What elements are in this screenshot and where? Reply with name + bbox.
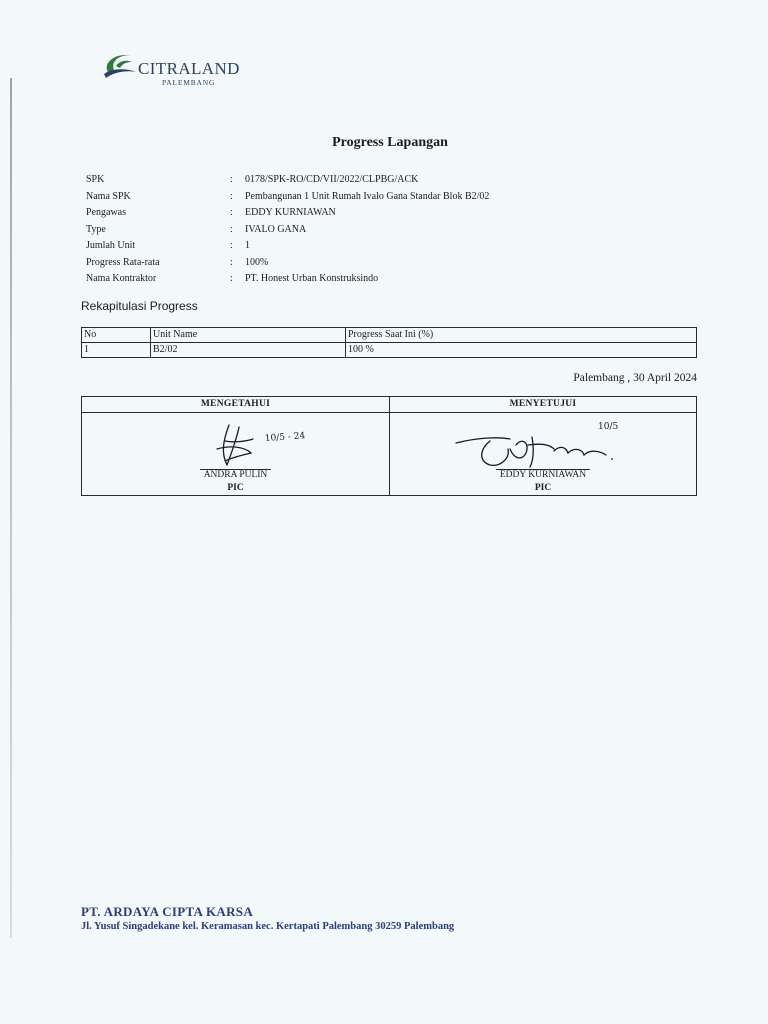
- signature-box: [81, 396, 697, 496]
- table-cell-no: 1: [82, 343, 151, 358]
- date-line: Palembang , 30 April 2024: [573, 372, 697, 384]
- table-cell-unit: B2/02: [151, 343, 346, 358]
- citraland-logo-icon: [100, 50, 140, 84]
- info-label: Progress Rata-rata: [86, 256, 160, 268]
- info-colon: :: [230, 273, 233, 284]
- signature-column-mengetahui: [82, 397, 390, 495]
- info-value: 100%: [245, 256, 269, 268]
- info-value: 1: [245, 240, 250, 251]
- info-row-jumlah-unit: [86, 238, 706, 255]
- logo-name: CITRALAND: [138, 59, 240, 78]
- signature-name: [82, 470, 389, 480]
- signature-name: [390, 470, 696, 480]
- info-colon: :: [230, 190, 233, 202]
- recap-table: [81, 327, 697, 358]
- info-colon: :: [230, 240, 233, 251]
- recap-title: Rekapitulasi Progress: [81, 299, 198, 313]
- info-label: Jumlah Unit: [86, 240, 136, 251]
- signature-role: PIC: [534, 483, 552, 493]
- info-list: [86, 172, 706, 288]
- info-colon: :: [230, 174, 233, 185]
- info-value: EDDY KURNIAWAN: [245, 207, 336, 218]
- company-logo: [100, 50, 260, 90]
- signature-heading: MENYETUJUI: [390, 397, 696, 413]
- signature-eddy-kurniawan: [450, 415, 650, 475]
- signature-heading: MENGETAHUI: [82, 397, 389, 413]
- signature-note: 10/5: [598, 422, 619, 432]
- document-title: Progress Lapangan: [332, 135, 448, 150]
- info-value: 0178/SPK-RO/CD/VII/2022/CLPBG/ACK: [245, 174, 419, 185]
- info-label: Nama Kontraktor: [86, 273, 157, 284]
- signature-column-menyetujui: [390, 397, 696, 495]
- info-row-kontraktor: [86, 271, 706, 288]
- signer-name: EDDY KURNIAWAN: [496, 469, 590, 480]
- info-value: Pembangunan 1 Unit Rumah Ivalo Gana Standar Blok B2/02: [245, 190, 490, 202]
- table-row: [82, 343, 697, 358]
- info-colon: :: [230, 256, 233, 268]
- signature-note: 10/5 - 24: [264, 431, 306, 444]
- info-row-progress: [86, 255, 706, 272]
- info-row-nama-spk: [86, 189, 706, 206]
- info-row-type: [86, 222, 706, 239]
- info-colon: :: [230, 207, 233, 218]
- table-cell-progress: 100 %: [346, 343, 697, 358]
- table-header-row: [82, 328, 697, 343]
- info-row-spk: [86, 172, 706, 189]
- info-label: SPK: [86, 174, 105, 185]
- table-header-unit: Unit Name: [151, 328, 346, 343]
- logo-city: PALEMBANG: [162, 78, 216, 87]
- signature-role: PIC: [227, 483, 244, 493]
- table-header-progress: Progress Saat Ini (%): [346, 328, 697, 343]
- info-row-pengawas: [86, 205, 706, 222]
- footer-company: PT. ARDAYA CIPTA KARSA: [81, 904, 254, 919]
- info-label: Nama SPK: [86, 190, 131, 202]
- info-value: IVALO GANA: [245, 223, 307, 235]
- info-value: PT. Honest Urban Konstruksindo: [245, 273, 379, 284]
- footer-address: Jl. Yusuf Singadekane kel. Keramasan kec. Kertapati Palembang 30259 Palembang: [81, 921, 455, 932]
- table-header-no: No: [82, 328, 151, 343]
- signature-andra-pulin: [187, 419, 327, 471]
- info-label: Type: [86, 223, 106, 235]
- signer-name: ANDRA PULIN: [200, 469, 272, 480]
- info-colon: :: [230, 223, 233, 235]
- scan-edge-shadow: [10, 78, 12, 938]
- info-label: Pengawas: [86, 207, 126, 218]
